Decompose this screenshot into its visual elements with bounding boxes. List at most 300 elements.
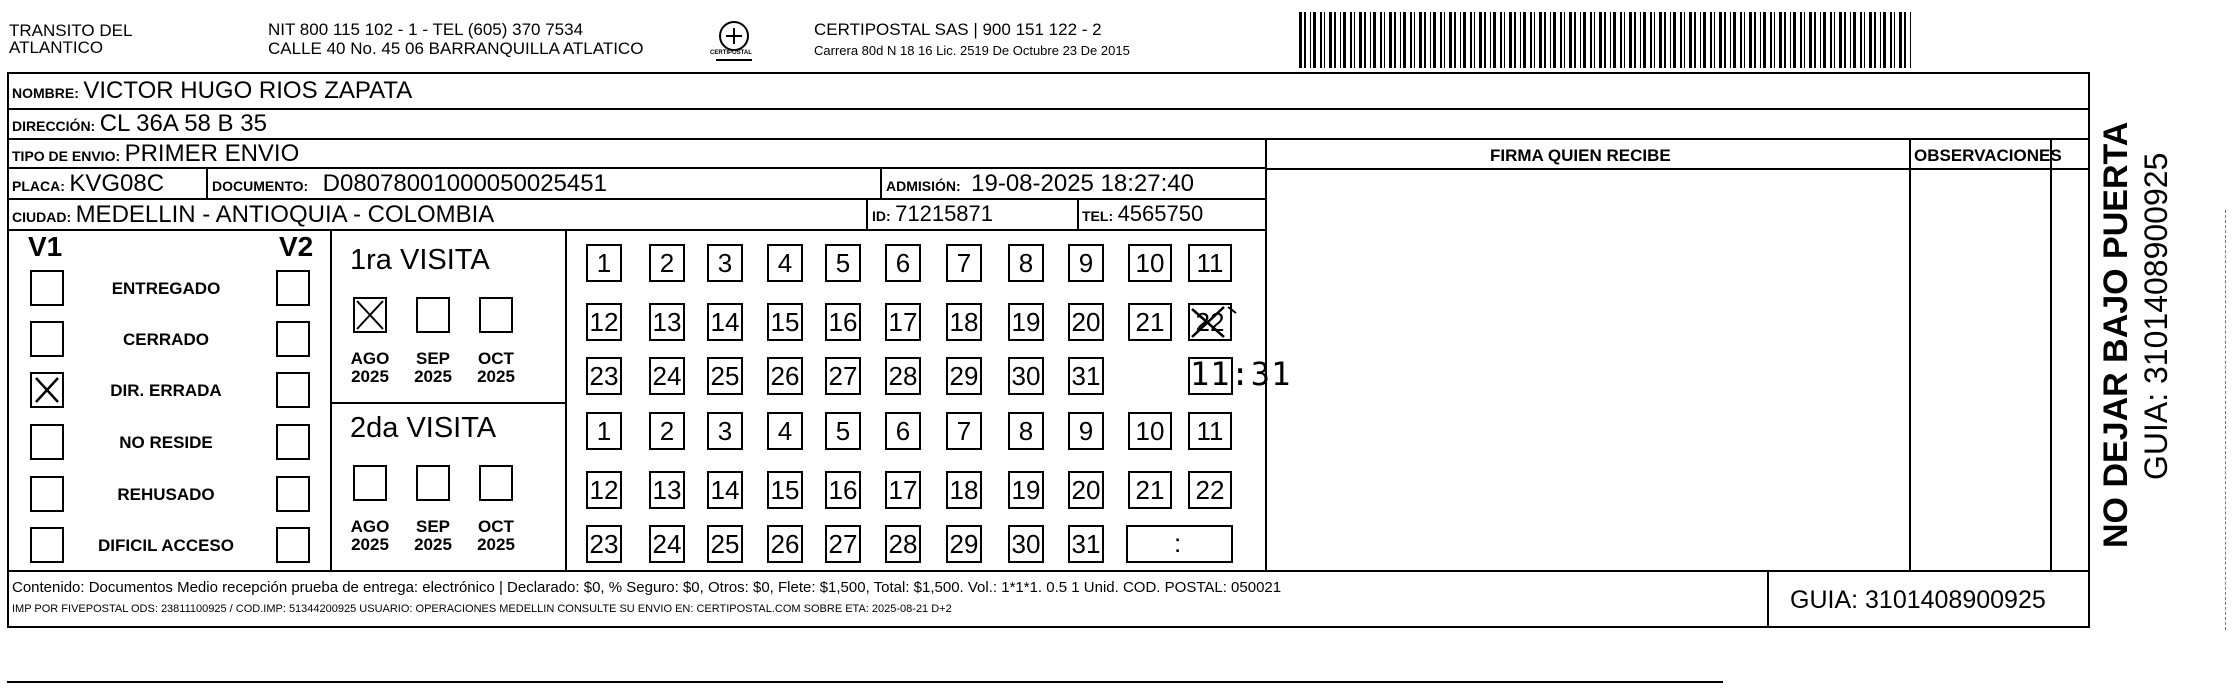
day-number: 19	[1011, 475, 1041, 505]
status-option-label: ENTREGADO	[111, 279, 221, 298]
day-number: 2	[659, 248, 675, 278]
send-type-value: PRIMER ENVIO	[124, 140, 300, 167]
day-number: 4	[777, 248, 793, 278]
x-mark-icon	[355, 299, 385, 331]
sender-address: CALLE 40 No. 45 06 BARRANQUILLA ATLATICO	[268, 39, 644, 58]
second-visit-day[interactable]	[885, 412, 921, 450]
barcode-bar	[1719, 12, 1722, 68]
barcode-bar	[1754, 12, 1756, 68]
plate-field	[12, 172, 164, 196]
bottom-rule	[7, 681, 1723, 683]
day-number: 3	[717, 416, 733, 446]
second-visit-day[interactable]	[586, 471, 622, 509]
second-visit-day[interactable]	[825, 525, 861, 563]
barcode-bar	[1610, 12, 1611, 68]
month-year: 2025	[351, 534, 389, 554]
barcode-bar	[1370, 12, 1371, 68]
barcode-bar	[1733, 12, 1736, 68]
barcode-bar	[1834, 12, 1835, 68]
barcode-bar	[1613, 12, 1616, 68]
first-visit-day[interactable]	[1128, 303, 1172, 341]
barcode-bar	[1659, 12, 1662, 68]
id-field	[872, 203, 993, 225]
barcode-bar	[1694, 12, 1696, 68]
day-number: 26	[770, 361, 800, 391]
status-option-label: REHUSADO	[117, 485, 215, 504]
barcode-bar	[1534, 12, 1535, 68]
barcode-bar	[1350, 12, 1352, 68]
barcode-bar	[1640, 12, 1641, 68]
v2-label: V2	[279, 231, 314, 262]
first-visit-day[interactable]	[885, 303, 921, 341]
barcode-bar	[1673, 12, 1676, 68]
barcode-bar	[1470, 12, 1472, 68]
v2-checkbox[interactable]	[276, 527, 310, 563]
tel-value: 4565750	[1117, 201, 1204, 226]
day-number: 21	[1135, 307, 1165, 337]
barcode-bar	[1740, 12, 1742, 68]
barcode-bar	[1629, 12, 1632, 68]
day-number: 30	[1011, 529, 1041, 559]
x-mark-icon	[32, 374, 62, 406]
day-number: 2	[659, 416, 675, 446]
observations-header: OBSERVACIONES	[1914, 146, 2062, 165]
v1-checkbox[interactable]	[30, 321, 64, 357]
first-visit-day[interactable]	[649, 244, 685, 282]
address-label: DIRECCIÓN:	[12, 118, 96, 134]
second-visit-day[interactable]	[707, 525, 743, 563]
first-visit-day[interactable]	[707, 357, 743, 395]
document-field	[212, 172, 607, 196]
barcode-bar	[1329, 12, 1332, 68]
month-year: 2025	[351, 366, 389, 386]
first-visit-day[interactable]	[586, 244, 622, 282]
second-visit-day[interactable]	[885, 471, 921, 509]
first-visit-day[interactable]	[946, 244, 982, 282]
month-checkbox[interactable]	[353, 297, 387, 333]
barcode-bar	[1650, 12, 1652, 68]
first-visit-day[interactable]	[586, 357, 622, 395]
admission-label: ADMISIÓN:	[886, 178, 961, 194]
guide-form	[7, 72, 2090, 628]
barcode-bar	[1770, 12, 1772, 68]
barcode-bar	[1343, 12, 1346, 68]
day-number: 20	[1071, 307, 1101, 337]
barcode-bar	[1689, 12, 1692, 68]
first-visit-day[interactable]	[825, 303, 861, 341]
v1-checkbox[interactable]	[30, 476, 64, 512]
v1-checkbox[interactable]	[30, 424, 64, 460]
id-label: ID:	[872, 208, 891, 224]
barcode-bar	[1574, 12, 1576, 68]
second-visit-day[interactable]	[885, 525, 921, 563]
first-visit-day[interactable]	[707, 244, 743, 282]
second-visit-day[interactable]	[825, 471, 861, 509]
day-number: 25	[710, 361, 740, 391]
status-option-label: CERRADO	[123, 330, 209, 349]
first-visit-day[interactable]	[946, 357, 982, 395]
day-number: 17	[888, 307, 918, 337]
barcode-bar	[1664, 12, 1666, 68]
carrier-logo	[712, 18, 756, 66]
month-label	[411, 350, 455, 386]
day-number: 25	[710, 529, 740, 559]
day-number: 3	[717, 248, 733, 278]
first-visit-day[interactable]	[707, 303, 743, 341]
second-visit-day[interactable]	[767, 525, 803, 563]
barcode-bar	[1440, 12, 1442, 68]
day-number: 15	[770, 307, 800, 337]
month-name: OCT	[478, 349, 514, 368]
second-visit-day[interactable]	[649, 412, 685, 450]
city-field	[12, 203, 494, 227]
day-number: 6	[895, 416, 911, 446]
barcode-bar	[1493, 12, 1496, 68]
barcode-bar	[1594, 12, 1595, 68]
month-checkbox[interactable]	[479, 297, 513, 333]
second-visit-time-placeholder: :	[1174, 528, 1182, 558]
certipostal-logo-icon	[712, 18, 756, 66]
barcode-bar	[1444, 12, 1445, 68]
barcode-bar	[1403, 12, 1406, 68]
barcode-bar	[1384, 12, 1385, 68]
first-visit-day[interactable]	[825, 244, 861, 282]
v2-checkbox[interactable]	[276, 476, 310, 512]
barcode-bar	[1670, 12, 1671, 68]
first-visit-day[interactable]	[767, 303, 803, 341]
second-visit-day[interactable]	[707, 412, 743, 450]
barcode-bar	[1869, 12, 1872, 68]
day-number: 28	[888, 529, 918, 559]
month-name: SEP	[415, 349, 451, 368]
month-label	[411, 518, 455, 554]
month-name: AGO	[350, 517, 390, 536]
first-visit-day[interactable]	[767, 244, 803, 282]
first-visit-title: 1ra VISITA	[350, 244, 490, 276]
first-visit-day[interactable]	[1008, 244, 1044, 282]
barcode-bar	[1364, 12, 1366, 68]
barcode-bar	[1784, 12, 1786, 68]
sender-name-line1: TRANSITO DEL	[9, 21, 133, 40]
barcode-bar	[1904, 12, 1906, 68]
barcode-bar	[1340, 12, 1341, 68]
barcode-bar	[1860, 12, 1862, 68]
barcode-bar	[1634, 12, 1636, 68]
second-visit-day[interactable]	[1068, 412, 1104, 450]
barcode-bar	[1899, 12, 1902, 68]
barcode-bar	[1539, 12, 1542, 68]
barcode-bar	[1484, 12, 1486, 68]
barcode-bar	[1710, 12, 1712, 68]
barcode-bar	[1874, 12, 1876, 68]
barcode-bar	[1479, 12, 1482, 68]
barcode-bar	[1590, 12, 1592, 68]
barcode-bar	[1800, 12, 1802, 68]
first-visit-day[interactable]	[1068, 244, 1104, 282]
first-visit-day[interactable]	[649, 303, 685, 341]
month-label	[348, 518, 392, 554]
edge-mark	[2225, 210, 2227, 630]
second-visit-day[interactable]	[1068, 471, 1104, 509]
first-visit-day[interactable]	[1188, 244, 1232, 282]
v1-checkbox[interactable]	[30, 527, 64, 563]
barcode-bar	[1389, 12, 1392, 68]
second-visit-day[interactable]	[946, 525, 982, 563]
day-number: 10	[1135, 416, 1165, 446]
document-value: D08078001000050025451	[322, 170, 607, 197]
month-name: SEP	[415, 517, 451, 536]
barcode-bar	[1910, 12, 1911, 68]
first-visit-day[interactable]	[1188, 303, 1232, 341]
day-number: 6	[895, 248, 911, 278]
send-type-label: TIPO DE ENVIO:	[12, 148, 121, 164]
barcode-bar	[1373, 12, 1376, 68]
v2-checkbox[interactable]	[276, 372, 310, 408]
day-number: 8	[1018, 416, 1034, 446]
barcode-bar	[1804, 12, 1805, 68]
first-visit-day[interactable]	[946, 303, 982, 341]
second-visit-day[interactable]	[825, 412, 861, 450]
contents-line: Contenido: Documentos Medio recepción prueba de entrega: electrónico | Declarado: $0, % Seguro: $0, Otros: $0, Flete: $1,500, Total: $1,500. Vol.: 1*1*1. 0.5 1 Unid. COD. POSTAL: 050021	[12, 579, 1282, 596]
day-number: 9	[1078, 416, 1094, 446]
day-number: 5	[835, 416, 851, 446]
second-visit-day[interactable]	[946, 471, 982, 509]
barcode	[1299, 12, 1914, 68]
second-visit-day[interactable]	[586, 412, 622, 450]
carrier-address: Carrera 80d N 18 16 Lic. 2519 De Octubre 23 De 2015	[814, 43, 1130, 58]
signature-header: FIRMA QUIEN RECIBE	[1490, 146, 1671, 165]
barcode-bar	[1809, 12, 1812, 68]
barcode-bar	[1654, 12, 1655, 68]
barcode-bar	[1509, 12, 1512, 68]
side-guia: GUIA: 3101408900925	[2138, 152, 2174, 480]
barcode-bar	[1774, 12, 1775, 68]
barcode-bar	[1823, 12, 1826, 68]
day-number: 19	[1011, 307, 1041, 337]
day-number: 13	[652, 307, 682, 337]
second-visit-day[interactable]	[1008, 471, 1044, 509]
day-number: 11	[1196, 416, 1224, 446]
month-year: 2025	[414, 366, 452, 386]
barcode-bar	[1564, 12, 1565, 68]
month-label	[474, 350, 518, 386]
day-number: 15	[770, 475, 800, 505]
barcode-bar	[1839, 12, 1842, 68]
second-visit-day[interactable]	[707, 471, 743, 509]
status-option-label: DIFICIL ACCESO	[97, 536, 234, 555]
barcode-bar	[1514, 12, 1516, 68]
second-visit-title: 2da VISITA	[350, 412, 497, 444]
v2-checkbox[interactable]	[276, 270, 310, 306]
second-visit-day[interactable]	[767, 471, 803, 509]
barcode-bar	[1430, 12, 1431, 68]
barcode-bar	[1490, 12, 1491, 68]
month-name: AGO	[350, 349, 390, 368]
second-visit-day[interactable]	[1008, 525, 1044, 563]
v2-checkbox[interactable]	[276, 424, 310, 460]
day-number: 16	[828, 307, 858, 337]
barcode-bar	[1684, 12, 1685, 68]
carrier-info: CERTIPOSTAL SAS | 900 151 122 - 2	[814, 20, 1102, 39]
day-number: 12	[589, 307, 619, 337]
name-value: VICTOR HUGO RIOS ZAPATA	[83, 77, 413, 104]
barcode-bar	[1599, 12, 1602, 68]
guia-box: GUIA: 3101408900925	[1790, 586, 2046, 614]
barcode-bar	[1474, 12, 1475, 68]
day-number: 14	[710, 475, 740, 505]
barcode-bar	[1410, 12, 1412, 68]
day-number: 7	[956, 416, 972, 446]
month-label	[348, 350, 392, 386]
v2-checkbox[interactable]	[276, 321, 310, 357]
day-number: 29	[949, 361, 979, 391]
barcode-bar	[1624, 12, 1625, 68]
sender-name-line2: ATLANTICO	[9, 38, 104, 57]
x-mark-icon	[1186, 303, 1242, 343]
first-visit-day[interactable]	[1068, 357, 1104, 395]
day-number: 22	[1195, 475, 1225, 505]
day-number: 5	[835, 248, 851, 278]
day-number: 27	[828, 529, 858, 559]
barcode-bar	[1763, 12, 1766, 68]
barcode-bar	[1354, 12, 1355, 68]
first-visit-time: 11:31	[1190, 355, 1292, 393]
month-year: 2025	[477, 534, 515, 554]
first-visit-day[interactable]	[1008, 357, 1044, 395]
v1-label: V1	[28, 231, 63, 262]
second-visit-day[interactable]	[767, 412, 803, 450]
second-visit-day[interactable]	[649, 525, 685, 563]
address-row	[12, 112, 267, 136]
second-visit-day[interactable]	[1188, 471, 1232, 509]
city-value: MEDELLIN - ANTIOQUIA - COLOMBIA	[75, 201, 495, 228]
barcode-bar	[1324, 12, 1325, 68]
day-number: 24	[652, 361, 682, 391]
first-visit-day[interactable]	[825, 357, 861, 395]
barcode-bar	[1380, 12, 1382, 68]
day-number: 18	[949, 475, 979, 505]
day-number: 31	[1071, 361, 1101, 391]
day-number: 18	[949, 307, 979, 337]
barcode-bar	[1414, 12, 1415, 68]
day-number: 28	[888, 361, 918, 391]
barcode-bar	[1313, 12, 1316, 68]
first-visit-day[interactable]	[586, 303, 622, 341]
address-value: CL 36A 58 B 35	[99, 110, 267, 137]
plate-label: PLACA:	[12, 178, 65, 194]
month-checkbox[interactable]	[416, 297, 450, 333]
barcode-bar	[1820, 12, 1821, 68]
barcode-bar	[1703, 12, 1706, 68]
barcode-bar	[1320, 12, 1322, 68]
barcode-bar	[1304, 12, 1306, 68]
month-name: OCT	[478, 517, 514, 536]
second-visit-day[interactable]	[1068, 525, 1104, 563]
day-number: 17	[888, 475, 918, 505]
barcode-bar	[1700, 12, 1701, 68]
barcode-bar	[1744, 12, 1745, 68]
v1-checkbox[interactable]	[30, 270, 64, 306]
barcode-bar	[1894, 12, 1895, 68]
barcode-bar	[1463, 12, 1466, 68]
admission-field	[886, 172, 1194, 196]
barcode-bar	[1500, 12, 1502, 68]
barcode-bar	[1814, 12, 1816, 68]
side-warning: NO DEJAR BAJO PUERTA	[2097, 121, 2135, 548]
barcode-bar	[1580, 12, 1581, 68]
second-visit-day[interactable]	[649, 471, 685, 509]
second-visit-day[interactable]	[1128, 412, 1172, 450]
first-visit-day[interactable]	[1008, 303, 1044, 341]
first-visit-day[interactable]	[1128, 244, 1172, 282]
logo-caption: CERTIPOSTAL	[710, 50, 752, 56]
day-number: 7	[956, 248, 972, 278]
second-visit-day[interactable]	[1188, 412, 1232, 450]
day-number: 8	[1018, 248, 1034, 278]
v1-checkbox[interactable]	[30, 372, 64, 408]
day-number: 23	[589, 529, 619, 559]
month-checkbox[interactable]	[479, 465, 513, 501]
barcode-bar	[1643, 12, 1646, 68]
send-type-row	[12, 142, 299, 166]
barcode-bar	[1530, 12, 1532, 68]
name-label: NOMBRE:	[12, 85, 79, 101]
day-number: 24	[652, 529, 682, 559]
barcode-bar	[1520, 12, 1521, 68]
barcode-bar	[1864, 12, 1865, 68]
sender-nit: NIT 800 115 102 - 1 - TEL (605) 370 7534	[268, 20, 584, 39]
day-number: 31	[1071, 529, 1101, 559]
barcode-bar	[1310, 12, 1311, 68]
barcode-icon	[1299, 12, 1914, 68]
barcode-bar	[1454, 12, 1456, 68]
second-visit-day[interactable]	[1128, 471, 1172, 509]
barcode-bar	[1560, 12, 1562, 68]
barcode-bar	[1793, 12, 1796, 68]
first-visit-day[interactable]	[885, 357, 921, 395]
first-visit-day[interactable]	[767, 357, 803, 395]
barcode-bar	[1749, 12, 1752, 68]
first-visit-day[interactable]	[1068, 303, 1104, 341]
barcode-bar	[1890, 12, 1892, 68]
month-checkbox[interactable]	[353, 465, 387, 501]
first-visit-day[interactable]	[885, 244, 921, 282]
barcode-bar	[1394, 12, 1396, 68]
barcode-bar	[1553, 12, 1556, 68]
second-visit-day[interactable]	[586, 525, 622, 563]
day-number: 11	[1196, 248, 1224, 278]
second-visit-day[interactable]	[1008, 412, 1044, 450]
first-visit-day[interactable]	[649, 357, 685, 395]
barcode-bar	[1714, 12, 1715, 68]
id-value: 71215871	[895, 201, 994, 226]
barcode-bar	[1830, 12, 1832, 68]
barcode-bar	[1504, 12, 1505, 68]
second-visit-day[interactable]	[946, 412, 982, 450]
barcode-bar	[1460, 12, 1461, 68]
barcode-bar	[1883, 12, 1886, 68]
barcode-bar	[1449, 12, 1452, 68]
day-number: 1	[596, 248, 612, 278]
month-year: 2025	[477, 366, 515, 386]
day-number: 9	[1078, 248, 1094, 278]
month-checkbox[interactable]	[416, 465, 450, 501]
barcode-bar	[1730, 12, 1731, 68]
barcode-bar	[1424, 12, 1426, 68]
barcode-bar	[1779, 12, 1782, 68]
day-number: 21	[1135, 475, 1165, 505]
barcode-bar	[1359, 12, 1362, 68]
